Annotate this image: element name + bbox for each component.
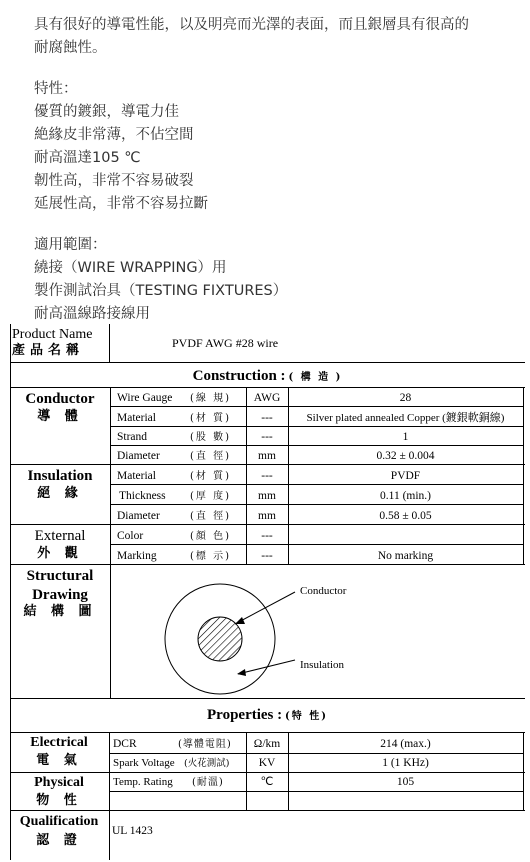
conductor-label: Conductor [25,391,95,407]
application-item: 繞接（WIRE WRAPPING）用 [34,260,227,276]
spec-sheet [10,324,525,860]
spec-unit: --- [261,431,273,443]
table-border [523,387,524,564]
electrical-label-cn: 電 氣 [36,753,82,768]
product-name-value: PVDF AWG #28 wire [172,336,279,350]
spec-item-cn: (顏 色) [190,531,231,542]
spec-item: Diameter [117,450,160,462]
spec-value: 1 [402,431,409,443]
feature-item: 韌性高，非常不容易破裂 [34,173,194,189]
table-border [10,464,525,465]
table-border [10,698,525,699]
properties-title-cn: (特 性) [285,711,328,722]
spec-value: 28 [399,392,412,404]
spec-item: Marking [117,550,157,562]
spec-value: No marking [377,550,434,562]
spec-item-cn: (線 規) [190,393,231,404]
spec-value: 0.11 (min.) [380,490,431,502]
intro-text [34,14,514,344]
table-border [109,324,110,362]
spec-item: Diameter [117,510,160,522]
spec-unit: KV [258,757,276,769]
table-border [110,544,523,545]
conductor-label-cn: 導 體 [37,409,83,424]
spec-item-cn: (火花測試) [184,758,230,769]
external-label: External [34,528,86,544]
spec-unit: --- [261,530,273,542]
insulation-callout: Insulation [300,659,344,671]
spec-item-cn: (直 徑) [190,451,231,462]
physical-label: Physical [34,775,84,790]
physical-label-cn: 物 性 [36,793,82,808]
features-title: 特性： [34,81,78,97]
spec-item: Strand [117,431,148,443]
table-border [10,732,525,733]
table-border [109,753,523,754]
spec-item-cn: (導體電阻) [178,739,232,750]
insulation-label-cn: 絕 緣 [37,486,83,501]
spec-item-cn: (厚 度) [190,491,231,502]
product-name-label: Product Name [12,327,93,342]
construction-header [10,367,525,385]
external-label-cn: 外 觀 [37,546,83,561]
table-border [110,406,523,407]
application-item: 製作測試治具（TESTING FIXTURES） [34,283,288,299]
drawing-label: Drawing [32,587,88,603]
spec-value: 105 [396,776,415,788]
table-border [10,810,525,811]
features-section [34,78,514,216]
spec-value: 1 (1 KHz) [382,757,429,769]
spec-value: PVDF [390,470,421,482]
spec-item: Temp. Rating [113,776,173,788]
construction-title-cn: ( 構 造 ) [288,372,343,383]
table-border [10,772,525,773]
qualification-label-cn: 認 證 [36,833,82,848]
cross-section-drawing [110,564,525,698]
electrical-label: Electrical [30,735,88,750]
feature-item: 絶緣皮非常薄，不佔空間 [34,127,194,143]
table-border [10,387,525,388]
table-border [109,791,523,792]
feature-item: 優質的鍍銀，導電力佳 [34,104,179,120]
application-item: 耐高溫線路接線用 [34,306,150,322]
feature-item: 耐高溫達105 ℃ [34,150,141,166]
spec-item-cn: (耐溫) [192,777,224,788]
table-border [110,504,523,505]
description-line: 耐腐蝕性。 [34,40,107,56]
spec-value: Silver plated annealed Copper (鍍銀軟銅線) [306,412,505,424]
qualification-label: Qualification [19,814,99,829]
spec-item: Color [117,530,144,542]
table-border [523,732,524,810]
spec-item: Material [117,470,156,482]
spec-unit: --- [261,412,273,424]
properties-header [10,706,525,724]
description-paragraph [34,14,514,60]
table-border [10,524,525,525]
spec-unit: mm [258,490,276,502]
structural-label-cn: 結 構 圖 [23,604,97,619]
spec-item-cn: (標 示) [190,551,231,562]
applications-section [34,234,514,326]
spec-item-cn: (材 質) [190,471,231,482]
structural-label: Structural [26,568,94,584]
properties-title: Properties : [207,707,283,723]
table-border [110,445,523,446]
spec-item: Wire Gauge [117,392,173,404]
spec-item-cn: (股 數) [190,432,231,443]
spec-item-cn: (材 質) [190,413,231,424]
table-border [10,362,525,363]
table-border [109,732,110,860]
spec-item: DCR [113,738,137,750]
spec-value: 0.32 ± 0.004 [376,450,435,462]
spec-item: Thickness [119,490,166,502]
spec-unit: Ω/km [253,738,281,750]
applications-title: 適用範圍： [34,237,107,253]
spec-unit: ℃ [260,776,274,788]
description-line: 具有很好的導電性能，以及明亮而光澤的表面，而且銀層具有很高的 [34,17,469,33]
table-border [110,484,523,485]
spec-item: Spark Voltage [113,757,175,769]
spec-item-cn: (直 徑) [190,511,231,522]
construction-title: Construction : [192,368,286,384]
spec-unit: --- [261,470,273,482]
spec-unit: --- [261,550,273,562]
product-name-label-cn: 產品名稱 [12,343,85,358]
spec-value: 214 (max.) [380,738,431,750]
spec-value: 0.58 ± 0.05 [379,510,432,522]
spec-unit: mm [258,450,276,462]
spec-unit: mm [258,510,276,522]
insulation-label: Insulation [27,468,93,484]
qualification-value: UL 1423 [112,825,153,837]
table-border [110,426,523,427]
spec-item: Material [117,412,156,424]
feature-item: 延展性高，非常不容易拉斷 [34,196,208,212]
conductor-callout: Conductor [300,585,347,597]
spec-unit: AWG [253,392,281,404]
